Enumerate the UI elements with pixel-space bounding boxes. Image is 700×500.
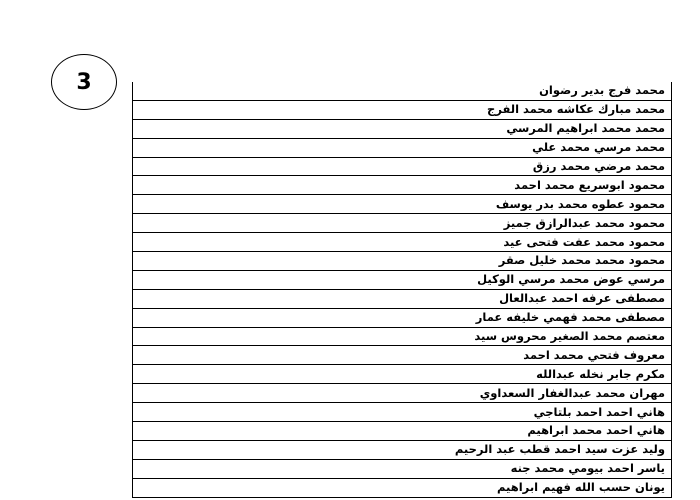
name-cell: محمد محمد ابراهيم المرسي	[133, 119, 672, 138]
name-cell: محمود ابوسريع محمد احمد	[133, 176, 672, 195]
name-cell: محمد مرسي محمد علي	[133, 138, 672, 157]
name-cell: مصطفى محمد فهمي خليفه عمار	[133, 308, 672, 327]
name-cell: ياسر احمد بيومي محمد جنه	[133, 459, 672, 478]
table-row	[133, 365, 672, 384]
name-cell: محمود محمد عفت فتحى عيد	[133, 233, 672, 252]
name-cell: محمود محمد عبدالرازق جميز	[133, 214, 672, 233]
table-row	[133, 327, 672, 346]
name-cell: معروف فتحي محمد احمد	[133, 346, 672, 365]
name-cell: محمود عطوه محمد بدر يوسف	[133, 195, 672, 214]
page-number-badge	[51, 54, 117, 110]
name-cell: محمد مرضي محمد رزق	[133, 157, 672, 176]
name-cell: محمود محمد محمد خليل صقر	[133, 252, 672, 271]
table-row	[133, 157, 672, 176]
name-cell: معتصم محمد الصغير محروس سيد	[133, 327, 672, 346]
table-row	[133, 403, 672, 422]
page-number: 3	[76, 69, 92, 95]
name-cell: هاني احمد احمد بلتاجي	[133, 403, 672, 422]
table-row	[133, 195, 672, 214]
name-cell: مهران محمد عبدالغفار السعداوي	[133, 384, 672, 403]
name-cell: مصطفى عرفه احمد عبدالعال	[133, 289, 672, 308]
table-row	[133, 422, 672, 441]
table-row	[133, 119, 672, 138]
name-cell: هاني احمد محمد ابراهيم	[133, 422, 672, 441]
table-row	[133, 459, 672, 478]
table-row	[133, 233, 672, 252]
table-row	[133, 176, 672, 195]
name-cell: وليد عزت سيد احمد قطب عبد الرحيم	[133, 440, 672, 459]
table-row	[133, 252, 672, 271]
table-row	[133, 478, 672, 497]
table-row	[133, 384, 672, 403]
table-row	[133, 82, 672, 100]
name-cell: محمد مبارك عكاشه محمد الفرج	[133, 100, 672, 119]
table-row	[133, 100, 672, 119]
name-cell: يونان حسب الله فهيم ابراهيم	[133, 478, 672, 497]
names-table	[132, 82, 672, 498]
table-row	[133, 308, 672, 327]
table-row	[133, 270, 672, 289]
table-row	[133, 440, 672, 459]
name-cell: مكرم جابر نخله عبدالله	[133, 365, 672, 384]
names-table-body	[133, 82, 672, 497]
table-row	[133, 289, 672, 308]
table-row	[133, 138, 672, 157]
name-cell: مرسي عوض محمد مرسي الوكيل	[133, 270, 672, 289]
name-cell: محمد فرج بدير رضوان	[133, 82, 672, 100]
table-row	[133, 214, 672, 233]
table-row	[133, 346, 672, 365]
